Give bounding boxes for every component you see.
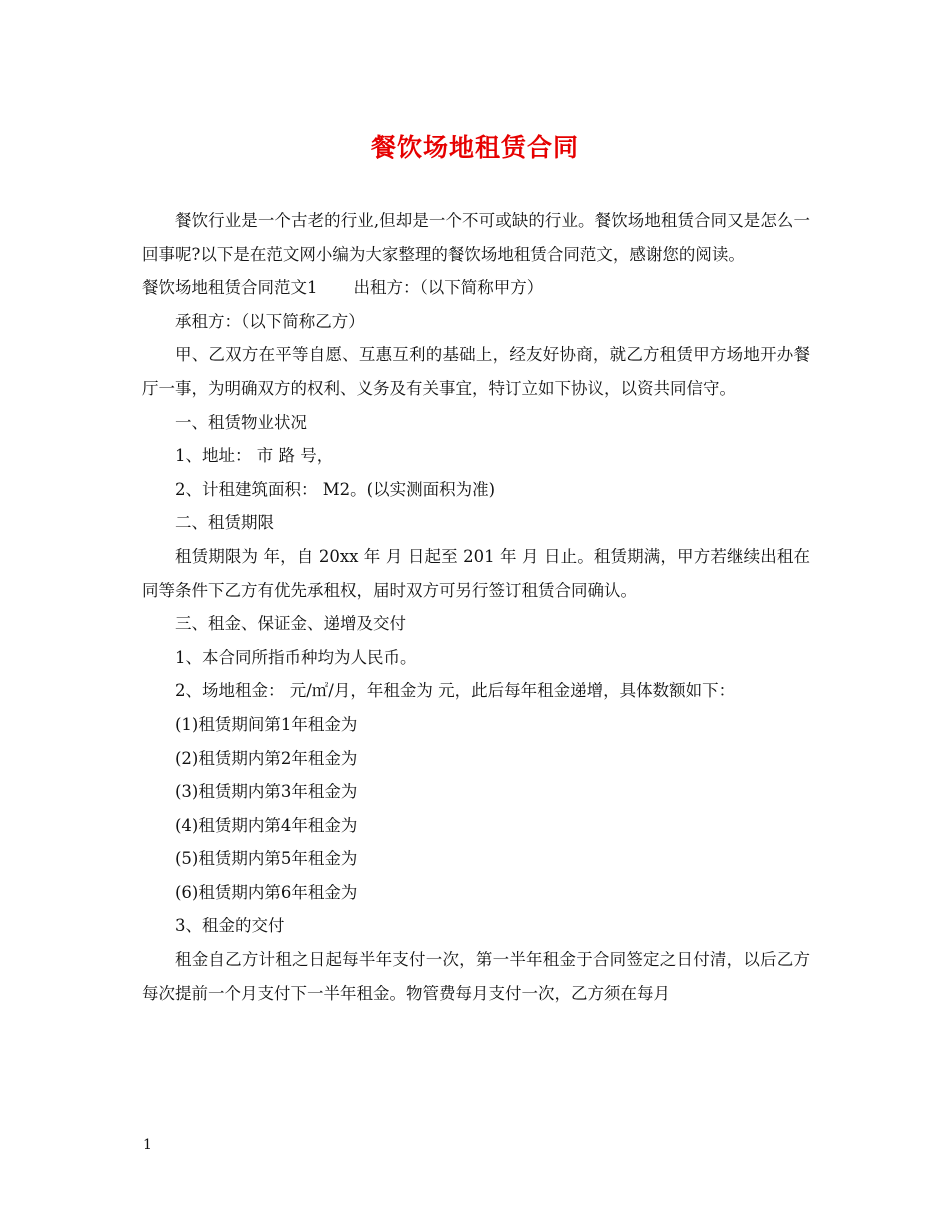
rent-year-2: (2)租赁期内第2年租金为 bbox=[175, 748, 358, 768]
rent-year-6: (6)租赁期内第6年租金为 bbox=[175, 882, 358, 902]
document-title: 餐饮场地租赁合同 bbox=[370, 133, 579, 162]
sample-heading-line bbox=[142, 271, 810, 305]
rent-item: 2、场地租金： 元/㎡/月，年租金为 元，此后每年租金递增，具体数额如下： bbox=[175, 681, 736, 701]
rent-year-4: (4)租赁期内第4年租金为 bbox=[175, 815, 358, 835]
section-1-title: 一、租赁物业状况 bbox=[175, 412, 307, 432]
page-number: 1 bbox=[143, 1137, 152, 1153]
intro-paragraph: 餐饮行业是一个古老的行业,但却是一个不可或缺的行业。餐饮场地租赁合同又是怎么一回事呢?以下是在范文网小编为大家整理的餐饮场地租赁合同范文，感谢您的阅读。 bbox=[142, 211, 810, 264]
lessee-line: 承租方：（以下简称乙方） bbox=[175, 311, 365, 331]
lessor-line: 出租方：（以下简称甲方） bbox=[353, 278, 544, 298]
payment-title: 3、租金的交付 bbox=[175, 916, 285, 936]
area-item: 2、计租建筑面积： M2。(以实测面积为准) bbox=[175, 479, 496, 499]
preamble-paragraph: 甲、乙双方在平等自愿、互惠互利的基础上，经友好协商，就乙方租赁甲方场地开办餐厅一事，为明确双方的权利、义务及有关事宜，特订立如下协议，以资共同信守。 bbox=[142, 345, 810, 398]
payment-paragraph: 租金自乙方计租之日起每半年支付一次，第一半年租金于合同签定之日付清，以后乙方每次提前一个月支付下一半年租金。物管费每月支付一次，乙方须在每月 bbox=[142, 950, 810, 1003]
section-2-title: 二、租赁期限 bbox=[175, 513, 274, 533]
address-item: 1、地址： 市 路 号， bbox=[175, 446, 334, 466]
document-body bbox=[142, 204, 810, 1010]
term-paragraph: 租赁期限为 年，自 20xx 年 月 日起至 201 年 月 日止。租赁期满，甲方若继续出租在同等条件下乙方有优先承租权，届时双方可另行签订租赁合同确认。 bbox=[142, 546, 810, 600]
section-3-title: 三、租金、保证金、递增及交付 bbox=[175, 614, 406, 634]
currency-item: 1、本合同所指币种均为人民币。 bbox=[175, 647, 417, 667]
sample-heading: 餐饮场地租赁合同范文1 bbox=[142, 278, 318, 298]
rent-year-5: (5)租赁期内第5年租金为 bbox=[175, 849, 358, 869]
rent-year-1: (1)租赁期间第1年租金为 bbox=[175, 714, 358, 734]
rent-year-3: (3)租赁期内第3年租金为 bbox=[175, 782, 358, 802]
